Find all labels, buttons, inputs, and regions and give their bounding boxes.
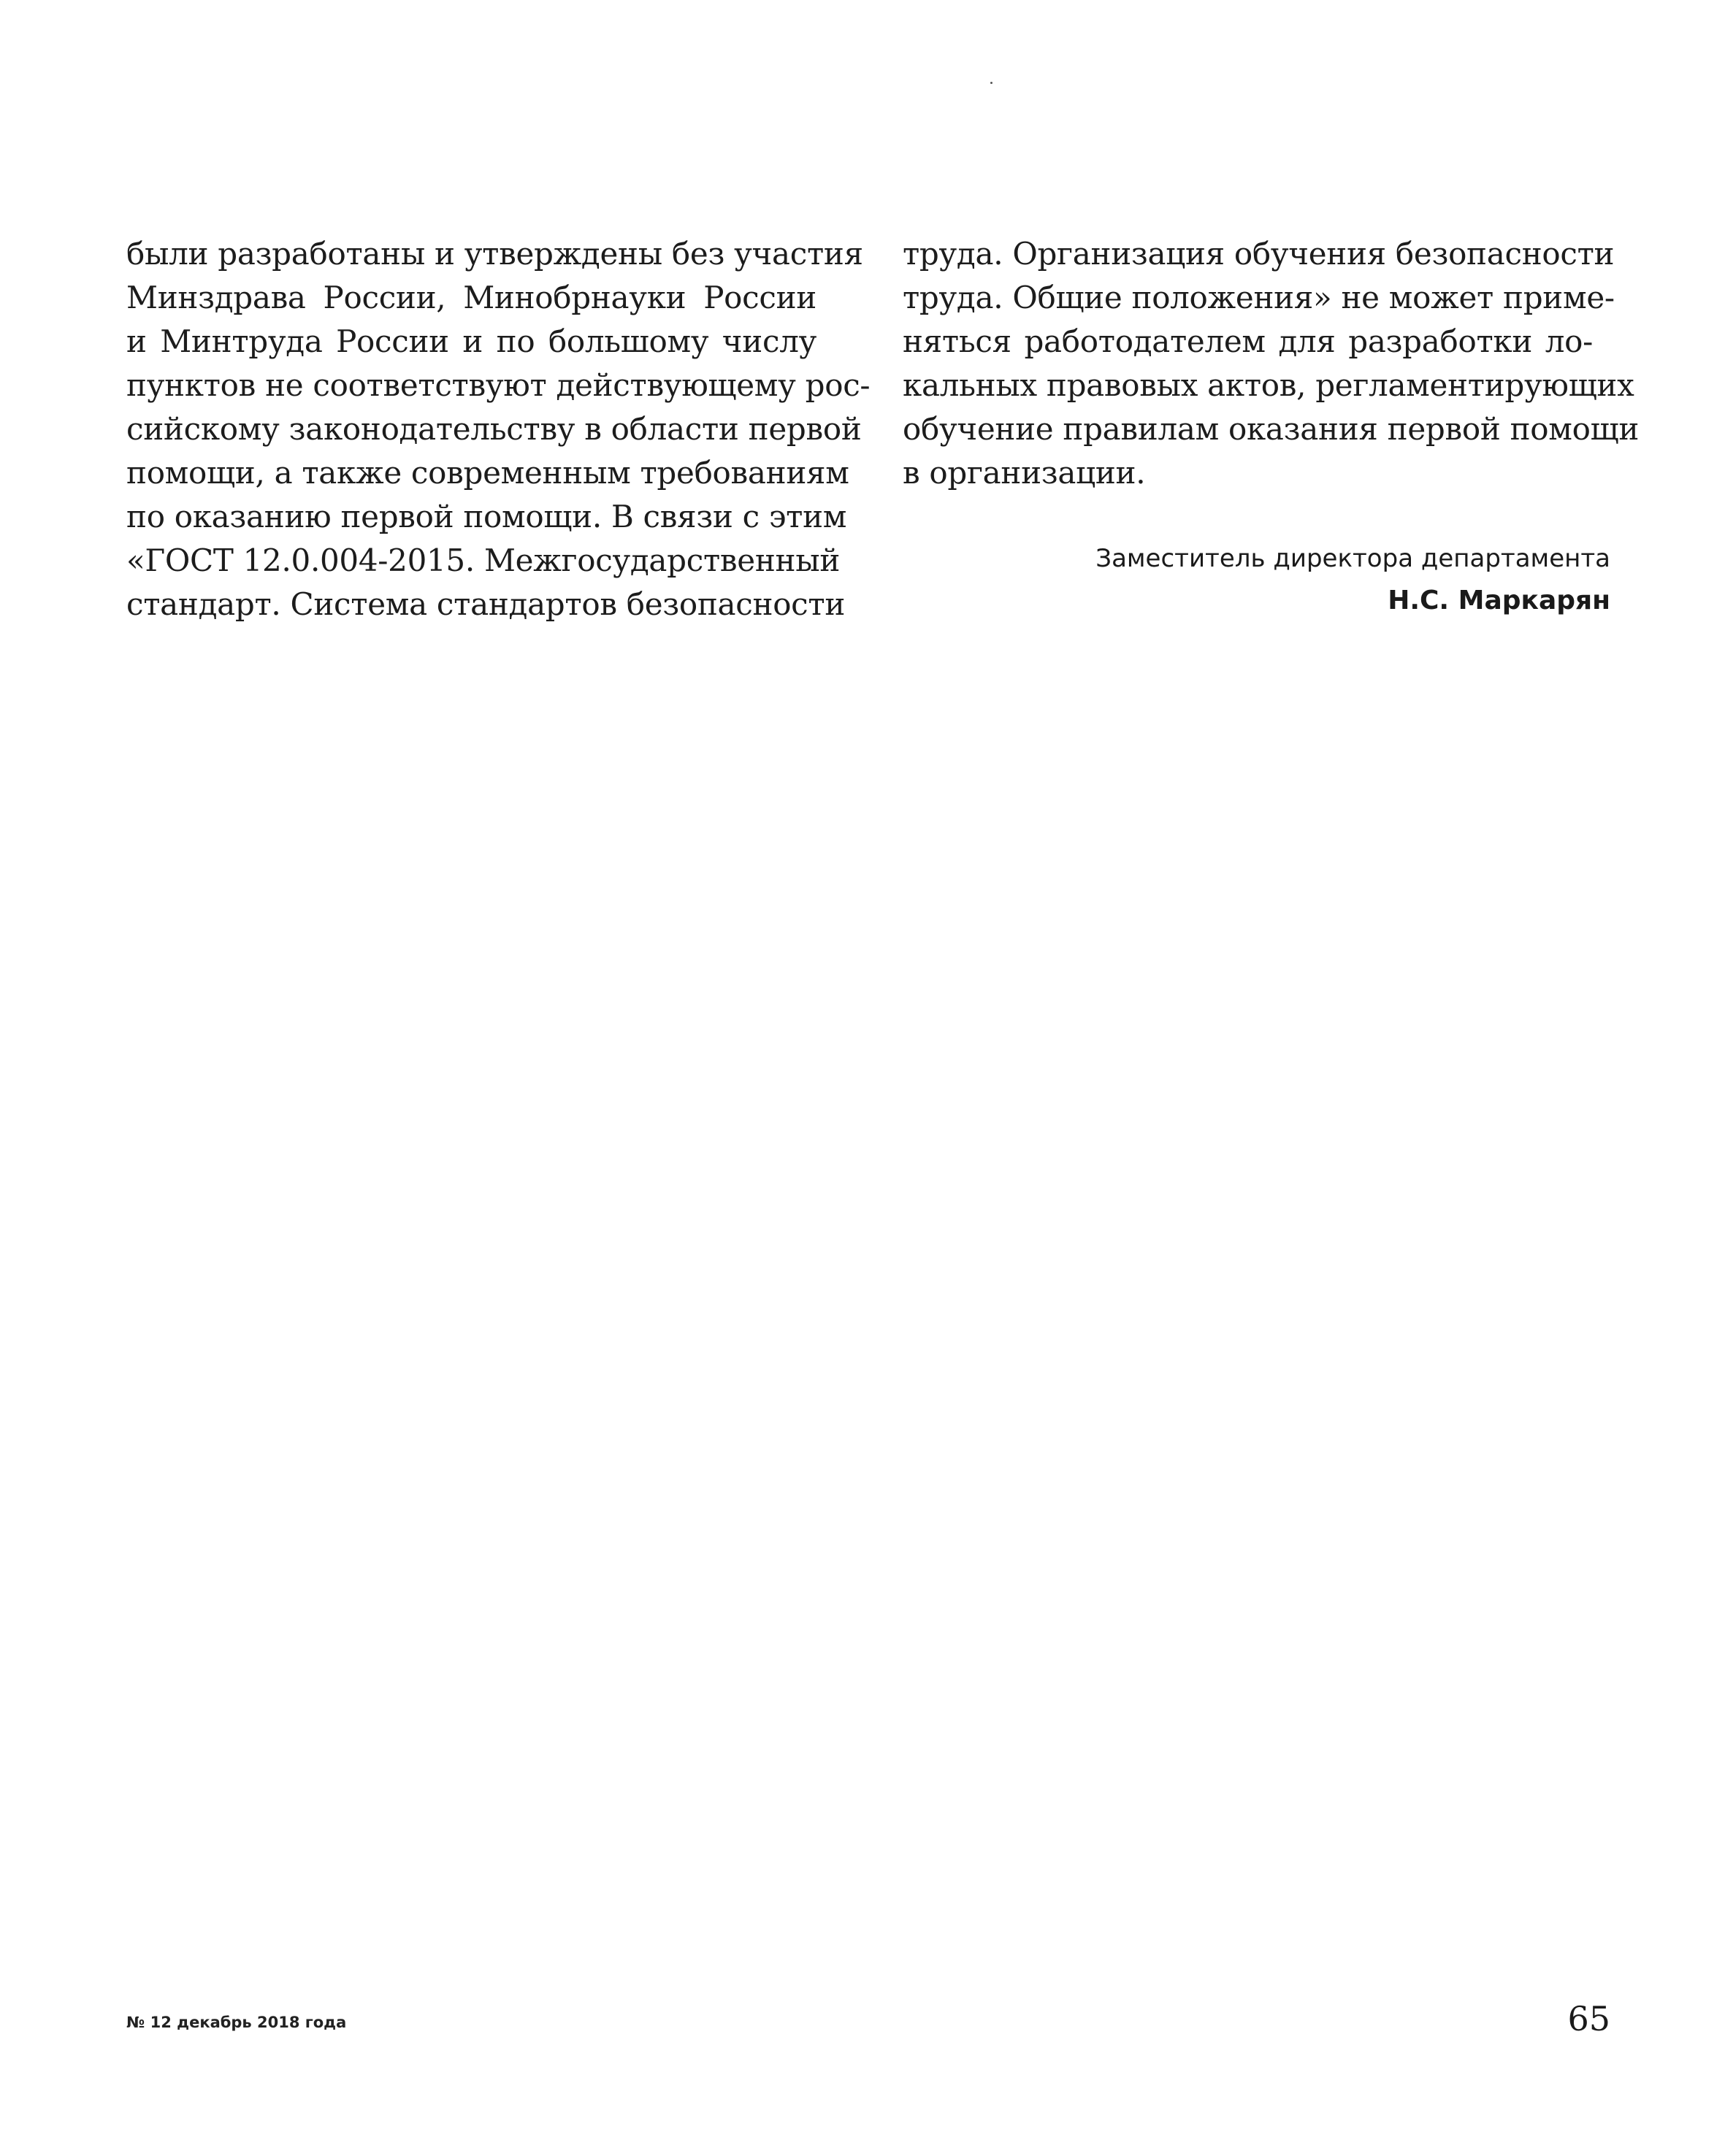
scan-speck bbox=[990, 82, 992, 84]
text-line: были разработаны и утверждены без участия bbox=[126, 236, 863, 272]
text-line: кальных правовых актов, регламентирующих bbox=[903, 367, 1634, 403]
text-line: и Минтруда России и по большому числу bbox=[126, 323, 816, 359]
right-text-column bbox=[903, 232, 1640, 495]
text-line: Минздрава России, Минобрнауки России bbox=[126, 280, 816, 315]
text-line: труда. Общие положения» не может приме- bbox=[903, 280, 1615, 315]
signature-block bbox=[1095, 537, 1610, 622]
text-line: стандарт. Система стандартов безопасности bbox=[126, 586, 846, 622]
text-line: труда. Организация обучения безопасности bbox=[903, 236, 1615, 272]
signatory-position: Заместитель директора департамента bbox=[1095, 544, 1610, 573]
footer-issue-info: № 12 декабрь 2018 года bbox=[126, 2014, 347, 2031]
text-line: помощи, а также современным требованиям bbox=[126, 455, 849, 491]
text-line: пунктов не соответствуют действующему рос- bbox=[126, 367, 871, 403]
text-line: по оказанию первой помощи. В связи с этим bbox=[126, 499, 847, 534]
signatory-name: Н.С. Маркарян bbox=[1388, 586, 1610, 615]
text-line: в организации. bbox=[903, 455, 1146, 491]
left-text-column bbox=[126, 232, 871, 626]
page-number: 65 bbox=[1567, 1999, 1610, 2038]
text-line: обучение правилам оказания первой помощи bbox=[903, 411, 1640, 447]
text-line: «ГОСТ 12.0.004-2015. Межгосударственный bbox=[126, 542, 841, 578]
text-line: сийскому законодательству в области первой bbox=[126, 411, 862, 447]
text-line: няться работодателем для разработки ло- bbox=[903, 323, 1593, 359]
